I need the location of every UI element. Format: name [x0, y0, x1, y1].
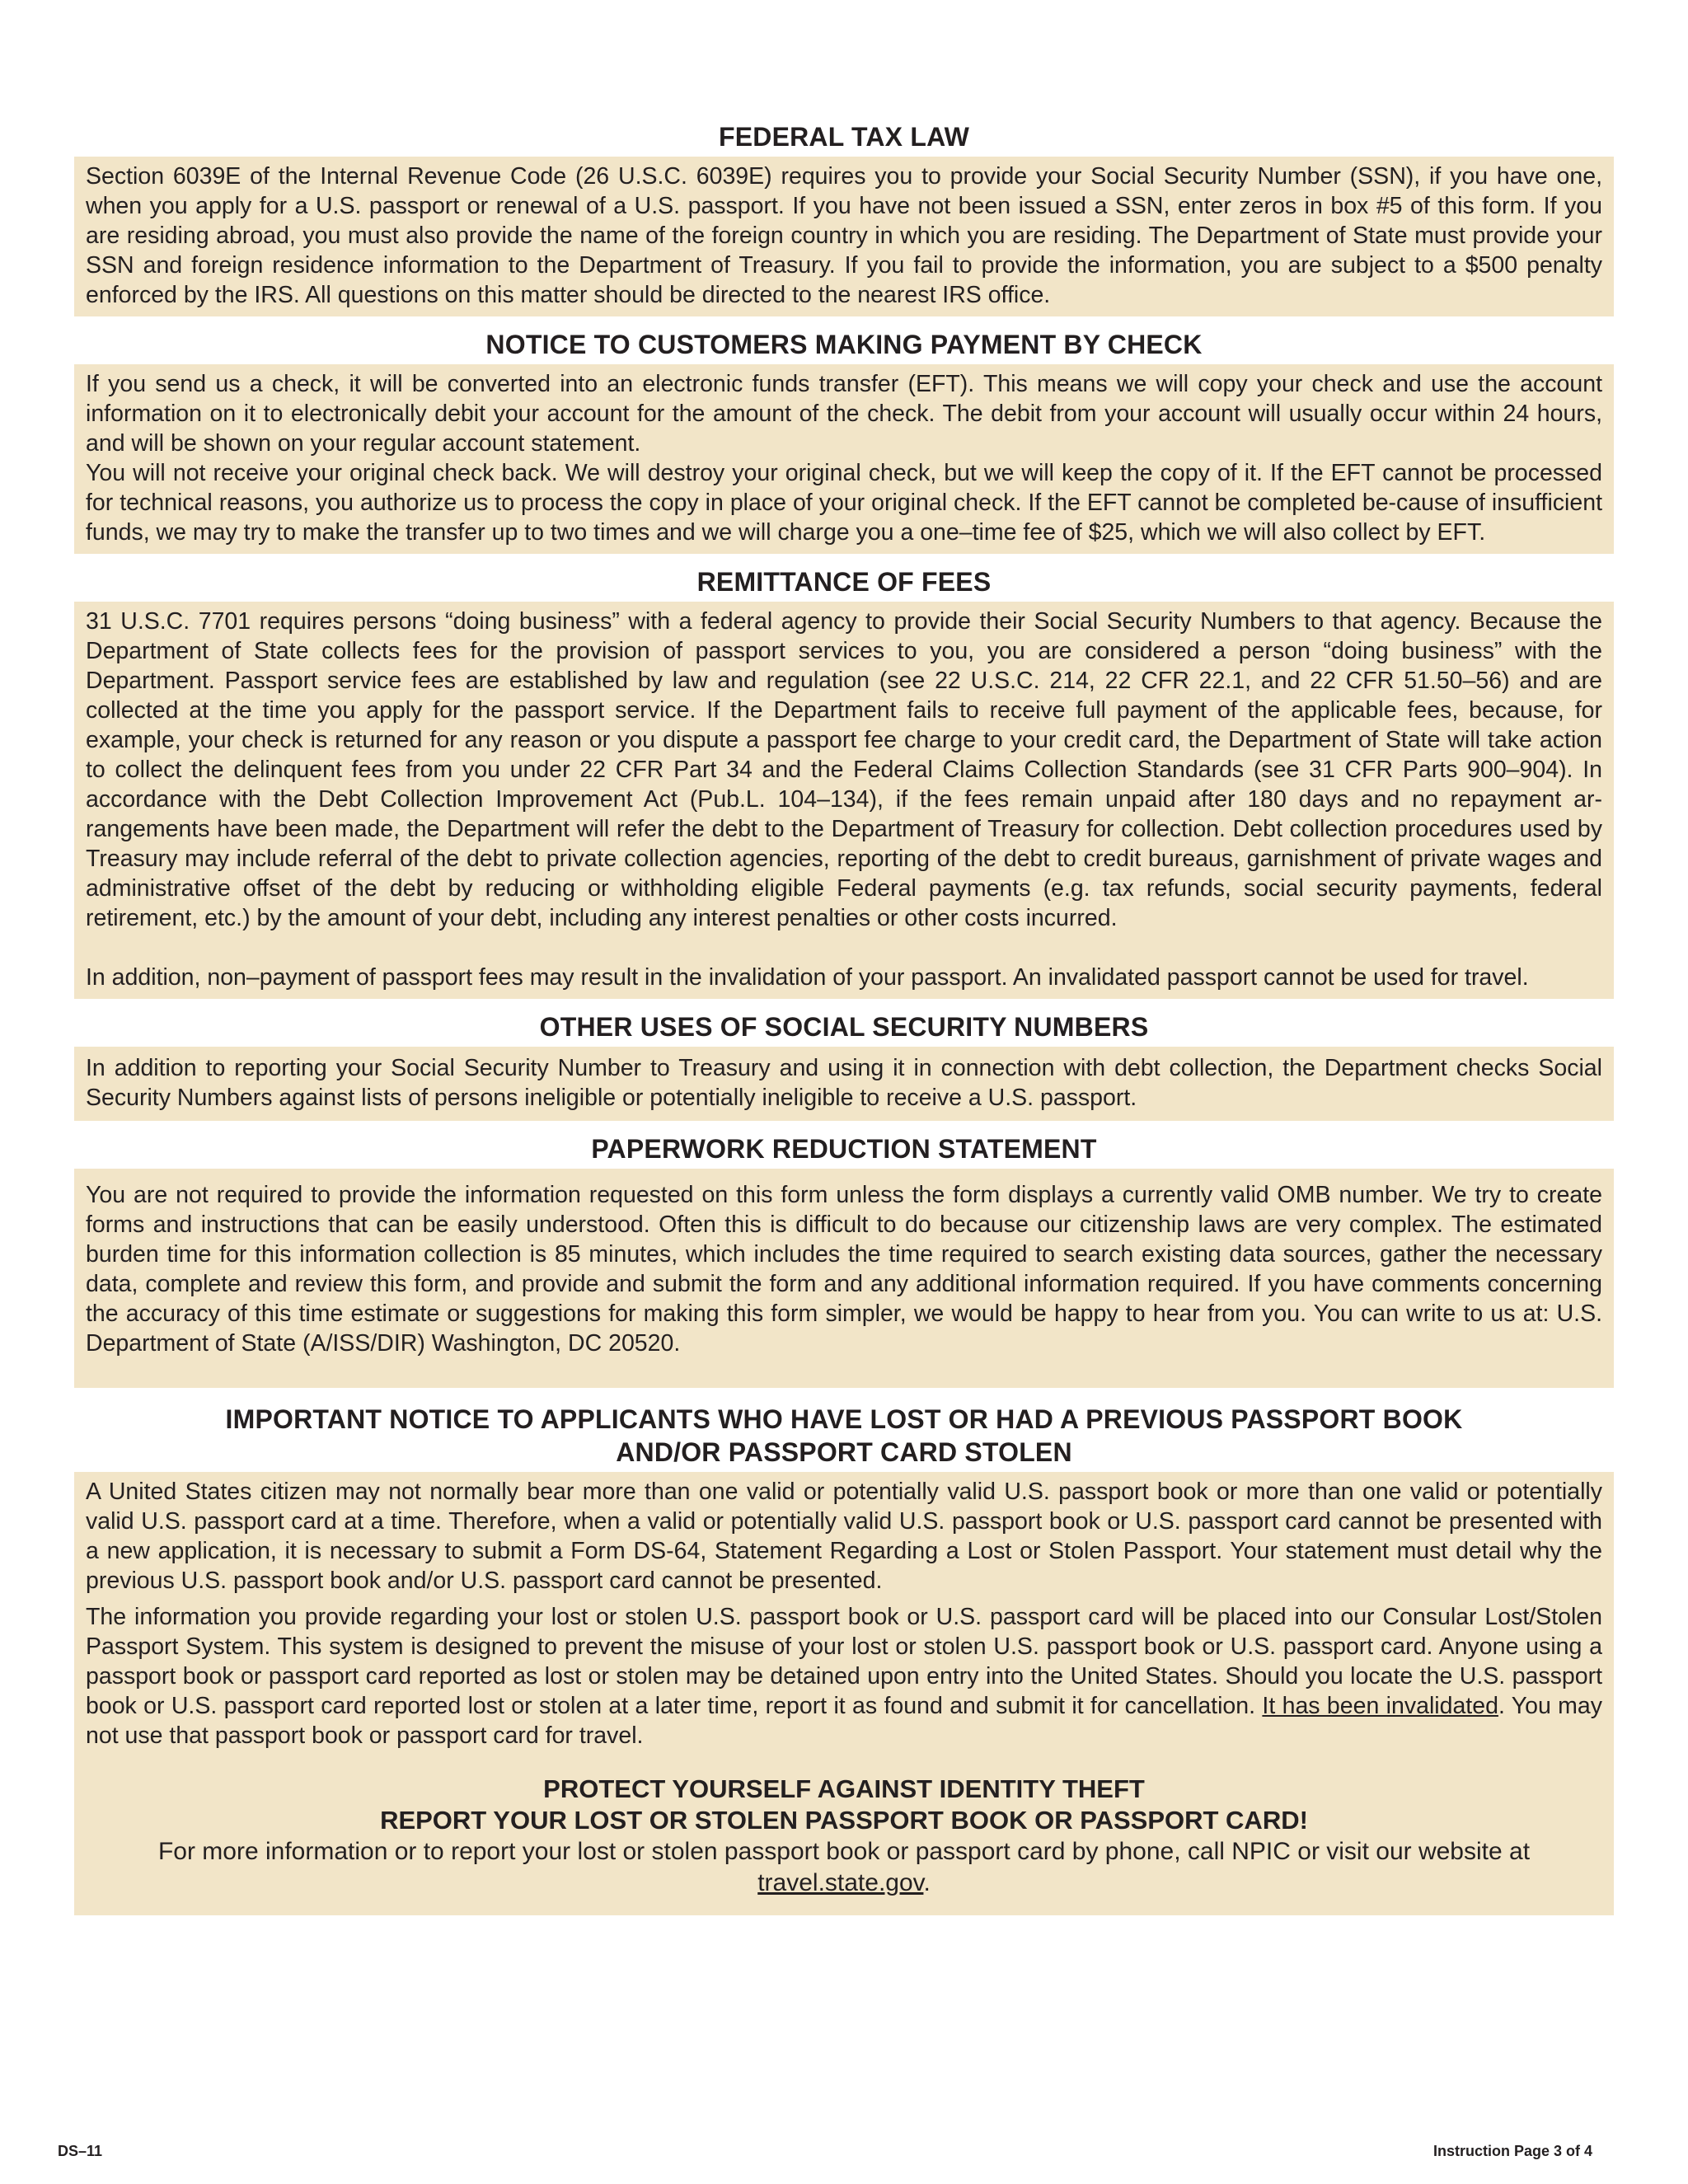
identity-theft-callout: [86, 1774, 1602, 1899]
contact-text: For more information or to report your lost or stolen passport book or passport card by phone, call NPIC or visit our website at: [157, 1838, 1531, 1865]
page-number: Instruction Page 3 of 4: [1432, 2143, 1592, 2159]
contact-info: [86, 1836, 1602, 1899]
lost-notice-title-line-2: AND/OR PASSPORT CARD STOLEN: [616, 1437, 1072, 1467]
invalidated-notice: It has been invalidated: [1262, 1693, 1498, 1719]
section-paragraph: 31 U.S.C. 7701 requires persons “doing business” with a federal agency to provide their Social Security Numbers to that agency. Because the Department of State collects fees for the provision of passport services to you, you are considered a person “doing business” with the Department. Passport service fees are established by law and regulation (see 22 U.S.C. 214, 22 CFR 22.1, and 22 CFR 51.50–56) and are collected at the time you apply for the passport service. If the Department fails to receive full payment of the applicable fees, because, for example, your check is returned for any reason or you dispute a passport fee charge to your credit card, the Department of State will take action to collect the delinquent fees from you under 22 CFR Part 34 and the Federal Claims Collection Standards (see 31 CFR Parts 900–904). In accordance with the Debt Collection Improvement Act (Pub.L. 104–134), if the fees remain unpaid after 180 days and no repayment ar-rangements have been made, the Department will refer the debt to the Department of Treasury for collection. Debt collection procedures used by Treasury may include referral of the debt to private collection agencies, reporting of the debt to credit bureaus, garnishment of private wages and administrative offset of the debt by reducing or withholding eligible Federal payments (e.g. tax refunds, social security payments, federal retirement, etc.) by the amount of your debt, including any interest penalties or other costs incurred.: [86, 608, 1602, 931]
lost-notice-title-line-1: IMPORTANT NOTICE TO APPLICANTS WHO HAVE LOST OR HAD A PREVIOUS PASSPORT BOOK: [225, 1404, 1463, 1434]
instruction-page: [74, 115, 1614, 1915]
contact-end: .: [923, 1869, 931, 1896]
section-paragraph: You will not receive your original check back. We will destroy your original check, but we will keep the copy of it. If the EFT cannot be processed for technical reasons, you authorize us to process the copy in place of your original check. If the EFT cannot be completed be-cause of insufficient funds, we may try to make the transfer up to two times and we will charge you a one–time fee of $25, which we will also collect by EFT.: [86, 460, 1602, 546]
section-paragraph: You are not required to provide the information requested on this form unless the form displays a currently valid OMB number. We try to create forms and instructions that can be easily understood. Often this is difficult to do because our citizenship laws are very complex. The estimated burden time for this information collection is 85 minutes, which includes the time required to search existing data sources, gather the necessary data, complete and review this form, and provide and submit the form and any additional information required. If you have comments concerning the accuracy of this time estimate or suggestions for making this form simpler, we would be happy to hear from you. You can write to us at: U.S. Department of State (A/ISS/DIR) Washington, DC 20520.: [86, 1182, 1602, 1357]
section-paragraph: Section 6039E of the Internal Revenue Code (26 U.S.C. 6039E) requires you to provide your Social Security Number (SSN), if you have one, when you apply for a U.S. passport or renewal of a U.S. passport. If you have not been issued a SSN, enter zeros in box #5 of this form. If you are residing abroad, you must also provide the name of the foreign country in which you are residing. The Department of State must provide your SSN and foreign residence information to the Department of Treasury. If you fail to provide the information, you are subject to a $500 penalty enforced by the IRS. All questions on this matter should be directed to the nearest IRS office.: [86, 163, 1602, 308]
lost-notice-paragraph-2-end: . You may not use that passport book or passport card for travel.: [86, 1693, 1602, 1749]
section-paragraph: In addition to reporting your Social Security Number to Treasury and using it in connection with debt collection, the Department checks Social Security Numbers against lists of persons ineligible or potentially ineligible to receive a U.S. passport.: [86, 1055, 1602, 1111]
section-panel-payment-by-check: [74, 364, 1614, 554]
website-link[interactable]: travel.state.gov: [757, 1869, 924, 1896]
section-panel-lost-notice: [74, 1472, 1614, 1915]
section-heading-remittance-of-fees: REMITTANCE OF FEES: [696, 567, 992, 597]
section-panel-other-uses-ssn: [74, 1047, 1614, 1121]
section-paragraph: In addition, non–payment of passport fees may result in the invalidation of your passport. An invalidated passport cannot be used for travel.: [86, 964, 1529, 991]
section-paragraph: If you send us a check, it will be converted into an electronic funds transfer (EFT). This means we will copy your check and use the account information on it to electronically debit your account for the amount of the check. The debit from your account will usually occur within 24 hours, and will be shown on your regular account statement.: [86, 371, 1602, 457]
section-panel-federal-tax-law: [74, 157, 1614, 316]
section-panel-paperwork-reduction: [74, 1169, 1614, 1388]
protect-heading-line-2: REPORT YOUR LOST OR STOLEN PASSPORT BOOK OR PASSPORT CARD!: [380, 1806, 1308, 1835]
protect-heading-line-1: PROTECT YOURSELF AGAINST IDENTITY THEFT: [543, 1774, 1145, 1803]
section-heading-paperwork-reduction: PAPERWORK REDUCTION STATEMENT: [591, 1134, 1097, 1164]
lost-notice-paragraph-2: [86, 1602, 1602, 1750]
form-id: DS–11: [58, 2143, 103, 2159]
lost-notice-paragraph-2-text: The information you provide regarding your lost or stolen U.S. passport book or U.S. passport card will be placed into our Consular Lost/Stolen Passport System. This system is designed to prevent the misuse of your lost or stolen U.S. passport book or U.S. passport card. Anyone using a passport book or passport card reported as lost or stolen may be detained upon entry into the United States. Should you locate the U.S. passport book or U.S. passport card reported lost or stolen at a later time, report it as found and submit it for cancellation.: [86, 1604, 1602, 1719]
lost-notice-heading: [74, 1403, 1614, 1472]
section-heading-federal-tax-law: FEDERAL TAX LAW: [718, 122, 970, 152]
section-heading-other-uses-ssn: OTHER USES OF SOCIAL SECURITY NUMBERS: [539, 1012, 1149, 1042]
section-heading-payment-by-check: NOTICE TO CUSTOMERS MAKING PAYMENT BY CHECK: [485, 330, 1203, 359]
lost-notice-paragraph-1: A United States citizen may not normally bear more than one valid or potentially valid U.S. passport book or more than one valid or potentially valid U.S. passport card at a time. Therefore, when a valid or potentially valid U.S. passport book or U.S. passport card cannot be presented with a new application, it is necessary to submit a Form DS-64, Statement Regarding a Lost or Stolen Passport. Your statement must detail why the previous U.S. passport book and/or U.S. passport card cannot be presented.: [86, 1479, 1602, 1594]
section-panel-remittance-of-fees: [74, 602, 1614, 999]
